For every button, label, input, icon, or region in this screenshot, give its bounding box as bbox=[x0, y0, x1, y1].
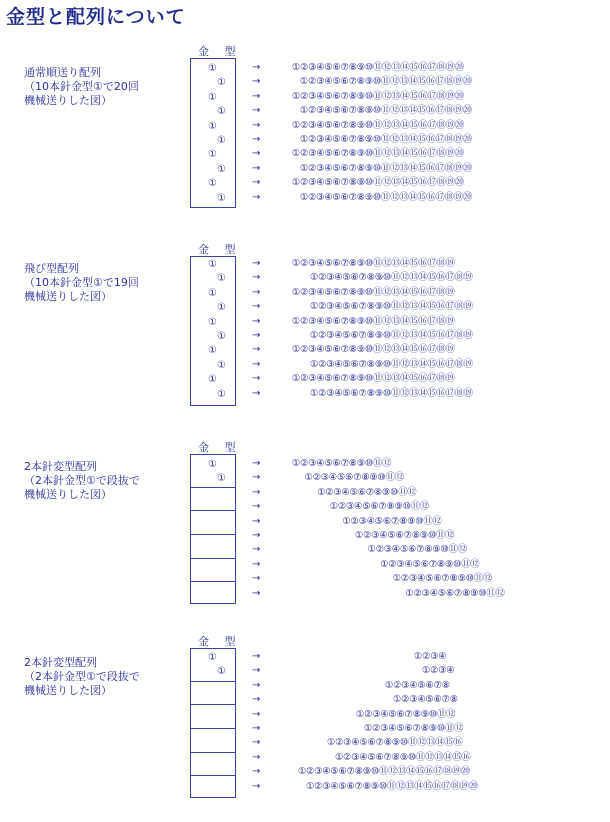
die-needle-mark: ① bbox=[217, 273, 226, 285]
feed-arrow: → bbox=[252, 679, 261, 691]
description-line: 機械送りした図） bbox=[24, 290, 112, 303]
feed-arrow: → bbox=[252, 177, 261, 189]
sequence-row: ①②③④⑤⑥⑦⑧⑨⑩⑪⑫⑬⑭⑮⑯ bbox=[327, 737, 463, 749]
sequence-row: ①②③④ bbox=[414, 651, 447, 662]
die-cell bbox=[191, 558, 235, 583]
die-needle-mark: ① bbox=[208, 652, 217, 663]
sequence-row: ①②③④⑤⑥⑦⑧⑨⑩⑪⑫⑬⑭⑮⑯⑰⑱⑲ bbox=[292, 315, 455, 327]
die-needle-mark: ① bbox=[208, 316, 217, 328]
feed-arrow: → bbox=[252, 573, 261, 585]
sequence-row: ①②③④⑤⑥⑦⑧⑨⑩⑪⑫⑬⑭⑮⑯⑰⑱⑲ bbox=[292, 344, 455, 356]
description-line: 通常順送り配列 bbox=[24, 66, 101, 79]
sequence-row: ①②③④⑤⑥⑦⑧⑨⑩⑪⑫⑬⑭⑮⑯⑰⑱⑲ bbox=[292, 258, 455, 269]
die-needle-mark: ① bbox=[208, 63, 217, 74]
die-needle-mark: ① bbox=[217, 388, 226, 400]
die-cell bbox=[191, 728, 235, 753]
description-line: 機械送りした図） bbox=[24, 488, 112, 501]
sequence-row: ①②③④⑤⑥⑦⑧⑨⑩⑪⑫⑬⑭⑮⑯⑰⑱⑲⑳ bbox=[300, 105, 472, 117]
sequence-row: ①②③④⑤⑥⑦⑧⑨⑩⑪⑫⑬⑭⑮⑯⑰⑱⑲ bbox=[310, 272, 473, 284]
description-line: 飛び型配列 bbox=[24, 262, 79, 275]
description-line: （10本針金型①で20回 bbox=[24, 80, 139, 93]
sequence-row: ①②③④⑤⑥⑦⑧⑨⑩⑪⑫ bbox=[292, 458, 392, 469]
die-box bbox=[190, 58, 236, 208]
feed-arrow: → bbox=[252, 665, 261, 677]
feed-arrow: → bbox=[252, 544, 261, 556]
die-needle-mark: ① bbox=[217, 359, 226, 371]
die-needle-mark: ① bbox=[208, 178, 217, 190]
die-box bbox=[190, 256, 236, 406]
sequence-row: ①②③④⑤⑥⑦⑧⑨⑩⑪⑫⑬⑭⑮⑯⑰⑱⑲⑳ bbox=[292, 148, 464, 160]
page-title: 金型と配列について bbox=[6, 6, 186, 28]
description-line: （2本針金型①で段抜で bbox=[24, 474, 140, 487]
die-cell bbox=[191, 775, 235, 800]
sequence-row: ①②③④⑤⑥⑦⑧⑨⑩⑪⑫⑬⑭⑮⑯⑰⑱⑲⑳ bbox=[300, 76, 472, 88]
sequence-row: ①②③④⑤⑥⑦⑧⑨⑩⑪⑫ bbox=[329, 501, 429, 513]
feed-arrow: → bbox=[252, 515, 261, 527]
feed-arrow: → bbox=[252, 694, 261, 706]
sequence-row: ①②③④⑤⑥⑦⑧⑨⑩⑪⑫ bbox=[355, 530, 455, 541]
sequence-row: ①②③④⑤⑥⑦⑧⑨⑩⑪⑫⑬⑭⑮⑯⑰⑱⑲⑳ bbox=[292, 177, 464, 189]
die-needle-mark: ① bbox=[208, 374, 217, 386]
die-needle-mark: ① bbox=[208, 120, 217, 132]
feed-arrow: → bbox=[252, 766, 261, 778]
die-label: 金 型 bbox=[198, 243, 242, 256]
die-needle-mark: ① bbox=[217, 302, 226, 314]
sequence-row: ①②③④⑤⑥⑦⑧⑨⑩⑪⑫ bbox=[342, 515, 442, 527]
sequence-row: ①②③④⑤⑥⑦⑧⑨⑩⑪⑫⑬⑭⑮⑯⑰⑱⑲⑳ bbox=[292, 119, 464, 131]
feed-arrow: → bbox=[252, 587, 261, 599]
description-line: 機械送りした図） bbox=[24, 684, 112, 697]
die-cell bbox=[191, 752, 235, 777]
sequence-row: ①②③④⑤⑥⑦⑧⑨⑩⑪⑫ bbox=[356, 708, 456, 720]
feed-arrow: → bbox=[252, 330, 261, 341]
sequence-row: ①②③④⑤⑥⑦⑧⑨⑩⑪⑫⑬⑭⑮⑯⑰⑱⑲ bbox=[292, 286, 455, 298]
die-needle-mark: ① bbox=[217, 666, 226, 678]
die-needle-mark: ① bbox=[208, 287, 217, 299]
die-needle-mark: ① bbox=[217, 473, 226, 485]
feed-arrow: → bbox=[252, 90, 261, 102]
description-line: 2本針変型配列 bbox=[24, 656, 97, 669]
sequence-row: ①②③④⑤⑥⑦⑧⑨⑩⑪⑫⑬⑭⑮⑯⑰⑱⑲⑳ bbox=[300, 162, 472, 174]
feed-arrow: → bbox=[252, 751, 261, 763]
feed-arrow: → bbox=[252, 191, 261, 203]
sequence-row: ①②③④⑤⑥⑦⑧⑨⑩⑪⑫⑬⑭⑮⑯⑰⑱⑲⑳ bbox=[292, 90, 464, 102]
die-needle-mark: ① bbox=[208, 459, 217, 470]
feed-arrow: → bbox=[252, 723, 261, 734]
feed-arrow: → bbox=[252, 387, 261, 399]
sequence-row: ①②③④⑤⑥⑦⑧⑨⑩⑪⑫ bbox=[392, 573, 492, 585]
sequence-row: ①②③④⑤⑥⑦⑧⑨⑩⑪⑫⑬⑭⑮⑯⑰⑱⑲ bbox=[310, 301, 473, 313]
description-line: 2本針変型配列 bbox=[24, 460, 97, 473]
sequence-row: ①②③④ bbox=[422, 665, 455, 677]
die-needle-mark: ① bbox=[217, 77, 226, 89]
feed-arrow: → bbox=[252, 780, 261, 792]
sequence-row: ①②③④⑤⑥⑦⑧⑨⑩⑪⑫⑬⑭⑮⑯⑰⑱⑲ bbox=[310, 358, 473, 370]
sequence-row: ①②③④⑤⑥⑦⑧⑨⑩⑪⑫⑬⑭⑮⑯⑰⑱⑲⑳ bbox=[292, 62, 464, 73]
die-cell bbox=[191, 534, 235, 559]
feed-arrow: → bbox=[252, 501, 261, 513]
sequence-row: ①②③④⑤⑥⑦⑧⑨⑩⑪⑫ bbox=[317, 486, 417, 498]
feed-arrow: → bbox=[252, 62, 261, 73]
feed-arrow: → bbox=[252, 373, 261, 385]
die-cell bbox=[191, 581, 235, 606]
die-label: 金 型 bbox=[198, 635, 242, 648]
die-needle-mark: ① bbox=[208, 259, 217, 270]
feed-arrow: → bbox=[252, 134, 261, 145]
sequence-row: ①②③④⑤⑥⑦⑧⑨⑩⑪⑫⑬⑭⑮⑯⑰⑱⑲⑳ bbox=[300, 134, 472, 145]
feed-arrow: → bbox=[252, 558, 261, 570]
die-needle-mark: ① bbox=[208, 91, 217, 103]
section-4 bbox=[0, 632, 610, 822]
feed-arrow: → bbox=[252, 286, 261, 298]
die-box bbox=[190, 648, 236, 798]
section-1 bbox=[0, 42, 610, 232]
die-box bbox=[190, 454, 236, 604]
feed-arrow: → bbox=[252, 737, 261, 749]
die-label: 金 型 bbox=[198, 441, 242, 454]
feed-arrow: → bbox=[252, 651, 261, 662]
sequence-row: ①②③④⑤⑥⑦⑧⑨⑩⑪⑫⑬⑭⑮⑯⑰⑱⑲⑳ bbox=[298, 766, 470, 778]
sequence-row: ①②③④⑤⑥⑦⑧⑨⑩⑪⑫ bbox=[405, 587, 505, 599]
feed-arrow: → bbox=[252, 344, 261, 356]
die-cell bbox=[191, 704, 235, 729]
description-line: 機械送りした図） bbox=[24, 94, 112, 107]
feed-arrow: → bbox=[252, 272, 261, 284]
sequence-row: ①②③④⑤⑥⑦⑧⑨⑩⑪⑫⑬⑭⑮⑯⑰⑱⑲ bbox=[310, 330, 473, 341]
die-needle-mark: ① bbox=[217, 163, 226, 175]
die-needle-mark: ① bbox=[217, 135, 226, 146]
feed-arrow: → bbox=[252, 162, 261, 174]
feed-arrow: → bbox=[252, 708, 261, 720]
feed-arrow: → bbox=[252, 148, 261, 160]
sequence-row: ①②③④⑤⑥⑦⑧⑨⑩⑪⑫ bbox=[364, 723, 464, 734]
die-cell bbox=[191, 510, 235, 535]
section-2 bbox=[0, 238, 610, 428]
section-3 bbox=[0, 438, 610, 628]
feed-arrow: → bbox=[252, 258, 261, 269]
sequence-row: ①②③④⑤⑥⑦⑧⑨⑩⑪⑫⑬⑭⑮⑯⑰⑱⑲ bbox=[310, 387, 473, 399]
section-description bbox=[24, 656, 140, 698]
die-needle-mark: ① bbox=[208, 149, 217, 161]
feed-arrow: → bbox=[252, 76, 261, 88]
feed-arrow: → bbox=[252, 358, 261, 370]
die-cell bbox=[191, 681, 235, 706]
die-needle-mark: ① bbox=[217, 192, 226, 204]
feed-arrow: → bbox=[252, 105, 261, 117]
die-needle-mark: ① bbox=[208, 345, 217, 357]
feed-arrow: → bbox=[252, 472, 261, 484]
feed-arrow: → bbox=[252, 530, 261, 541]
description-line: （10本針金型①で19回 bbox=[24, 276, 139, 289]
die-needle-mark: ① bbox=[217, 331, 226, 342]
feed-arrow: → bbox=[252, 119, 261, 131]
sequence-row: ①②③④⑤⑥⑦⑧ bbox=[385, 679, 450, 691]
feed-arrow: → bbox=[252, 458, 261, 469]
sequence-row: ①②③④⑤⑥⑦⑧⑨⑩⑪⑫ bbox=[304, 472, 404, 484]
sequence-row: ①②③④⑤⑥⑦⑧⑨⑩⑪⑫⑬⑭⑮⑯⑰⑱⑲ bbox=[292, 373, 455, 385]
feed-arrow: → bbox=[252, 301, 261, 313]
description-line: （2本針金型①で段抜で bbox=[24, 670, 140, 683]
die-needle-mark: ① bbox=[217, 106, 226, 118]
die-label: 金 型 bbox=[198, 45, 242, 58]
sequence-row: ①②③④⑤⑥⑦⑧⑨⑩⑪⑫ bbox=[367, 544, 467, 556]
section-description bbox=[24, 460, 140, 502]
sequence-row: ①②③④⑤⑥⑦⑧⑨⑩⑪⑫⑬⑭⑮⑯⑰⑱⑲⑳ bbox=[306, 780, 478, 792]
sequence-row: ①②③④⑤⑥⑦⑧ bbox=[393, 694, 458, 706]
section-description bbox=[24, 66, 139, 108]
sequence-row: ①②③④⑤⑥⑦⑧⑨⑩⑪⑫ bbox=[380, 558, 480, 570]
feed-arrow: → bbox=[252, 486, 261, 498]
feed-arrow: → bbox=[252, 315, 261, 327]
section-description bbox=[24, 262, 139, 304]
die-cell bbox=[191, 487, 235, 512]
sequence-row: ①②③④⑤⑥⑦⑧⑨⑩⑪⑫⑬⑭⑮⑯⑰⑱⑲⑳ bbox=[300, 191, 472, 203]
sequence-row: ①②③④⑤⑥⑦⑧⑨⑩⑪⑫⑬⑭⑮⑯ bbox=[335, 751, 471, 763]
